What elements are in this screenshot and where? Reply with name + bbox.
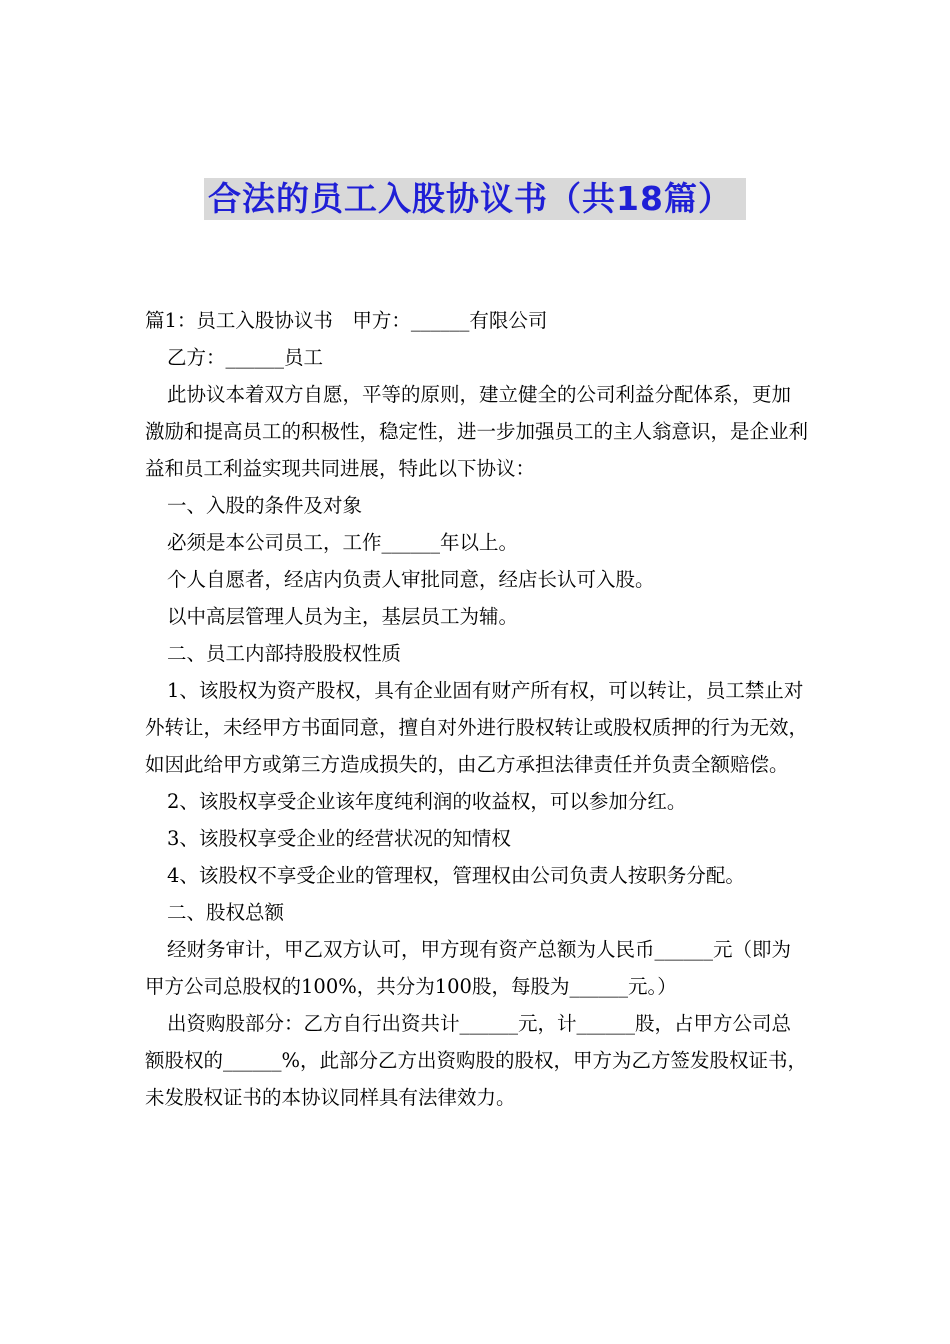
paragraph-party-b: 乙方：______员工 bbox=[167, 346, 324, 369]
paragraph-clause-2: 2、该股权享受企业该年度纯利润的收益权，可以参加分红。 bbox=[167, 790, 687, 813]
section-heading-1: 一、入股的条件及对象 bbox=[167, 494, 363, 517]
title-container bbox=[0, 178, 950, 220]
paragraph-header: 篇1：员工入股协议书 甲方：______有限公司 bbox=[145, 309, 548, 332]
section-heading-2: 二、员工内部持股股权性质 bbox=[167, 642, 402, 665]
paragraph-clause-3: 3、该股权享受企业的经营状况的知情权 bbox=[167, 827, 511, 850]
document-title: 合法的员工入股协议书（共18篇） bbox=[204, 178, 746, 220]
paragraph-equity-total: 经财务审计，甲乙双方认可，甲方现有资产总额为人民币______元（即为甲方公司总股权的100%，共分为100股，每股为______元。） bbox=[145, 938, 792, 998]
section-heading-3: 二、股权总额 bbox=[167, 901, 285, 924]
document-body bbox=[145, 302, 810, 1116]
paragraph-condition-2: 个人自愿者，经店内负责人审批同意，经店长认可入股。 bbox=[167, 568, 655, 591]
paragraph-clause-1: 1、该股权为资产股权，具有企业固有财产所有权，可以转让，员工禁止对外转让，未经甲方书面同意，擅自对外进行股权转让或股权质押的行为无效，如因此给甲方或第三方造成损失的，由乙方承担法律责任并负责全额赔偿。 bbox=[145, 679, 809, 776]
paragraph-preamble: 此协议本着双方自愿，平等的原则，建立健全的公司利益分配体系，更加激励和提高员工的积极性，稳定性，进一步加强员工的主人翁意识，是企业利益和员工利益实现共同进展，特此以下协议： bbox=[145, 383, 809, 480]
paragraph-clause-4: 4、该股权不享受企业的管理权，管理权由公司负责人按职务分配。 bbox=[167, 864, 745, 887]
paragraph-condition-1: 必须是本公司员工，工作______年以上。 bbox=[167, 531, 519, 554]
paragraph-share-purchase: 出资购股部分：乙方自行出资共计______元，计______股，占甲方公司总额股权的______%，此部分乙方出资购股的股权，甲方为乙方签发股权证书，未发股权证书的本协议同样具有法律效力。 bbox=[145, 1012, 808, 1109]
paragraph-condition-3: 以中高层管理人员为主，基层员工为辅。 bbox=[167, 605, 519, 628]
